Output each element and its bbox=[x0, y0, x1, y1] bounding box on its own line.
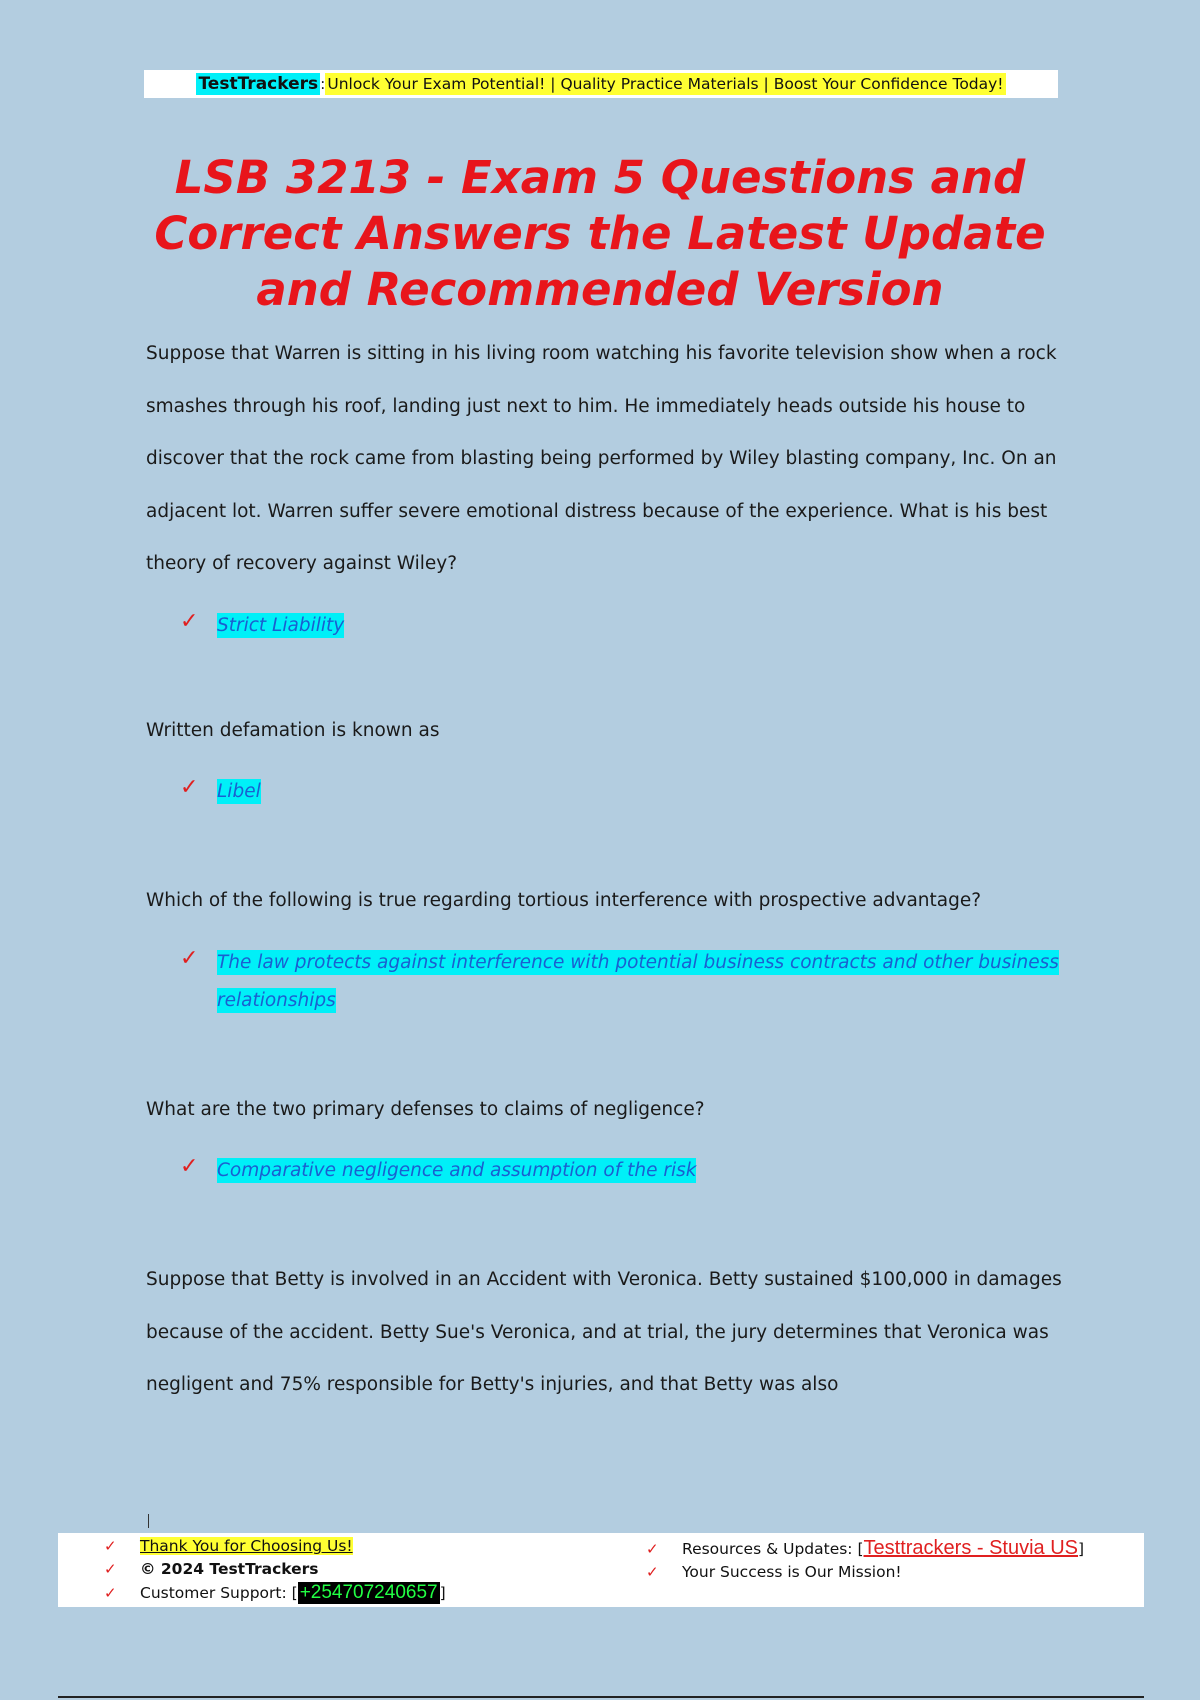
answer-text: Strict Liability bbox=[217, 614, 345, 636]
header-banner bbox=[144, 70, 1058, 98]
footer-copyright-line bbox=[104, 1560, 319, 1578]
answer-item bbox=[180, 773, 1066, 811]
checkmark-icon: ✓ bbox=[104, 1537, 117, 1555]
question-text: Suppose that Warren is sitting in his living room watching his favorite television show when a rock smashes through his roof, landing just next to him. He immediately heads outside his house to discover that the rock came from blasting being performed by Wiley blasting company, Inc. On an adjacent lot. Warren suffer severe emotional distress because of the experience. What is his best theory of recovery against Wiley? bbox=[146, 343, 1057, 574]
footer-copyright: © 2024 TestTrackers bbox=[140, 1560, 319, 1578]
checkmark-icon: ✓ bbox=[646, 1563, 659, 1581]
answer-item bbox=[180, 944, 1066, 1020]
answer-item bbox=[180, 607, 1066, 645]
answer-item bbox=[180, 1152, 1066, 1190]
question-text: Written defamation is known as bbox=[146, 719, 440, 741]
footer-thanks-line bbox=[104, 1537, 353, 1555]
footer-mission-line bbox=[646, 1563, 902, 1581]
support-label: Customer Support: [ bbox=[140, 1584, 298, 1602]
resources-label: Resources & Updates: [ bbox=[682, 1539, 864, 1558]
checkmark-icon: ✓ bbox=[180, 608, 199, 634]
support-close: ] bbox=[439, 1584, 446, 1602]
brand-separator: : bbox=[320, 75, 326, 93]
checkmark-icon: ✓ bbox=[180, 1154, 199, 1179]
resources-close: ] bbox=[1078, 1539, 1085, 1558]
footer-resources-line bbox=[646, 1537, 1084, 1560]
answer-text: Libel bbox=[217, 781, 261, 802]
question-text: Which of the following is true regarding tortious interference with prospective advantage? bbox=[146, 890, 982, 911]
checkmark-icon: ✓ bbox=[104, 1560, 117, 1578]
brand-name: TestTrackers bbox=[198, 74, 319, 94]
question-text: Suppose that Betty is involved in an Accident with Veronica. Betty sustained $100,000 in damages because of the accident. Betty Sue's Veronica, and at trial, the jury determines that Veronica was negligent and 75% responsible for Betty's injuries, and that Betty was also bbox=[146, 1269, 1062, 1395]
header-tagline: Unlock Your Exam Potential! | Quality Practice Materials | Boost Your Confidence Today! bbox=[327, 75, 1004, 93]
resources-link[interactable]: Testtrackers - Stuvia US bbox=[863, 1537, 1079, 1559]
text-cursor bbox=[148, 1514, 149, 1528]
support-phone[interactable]: +254707240657 bbox=[299, 1582, 438, 1603]
checkmark-icon: ✓ bbox=[646, 1539, 659, 1558]
footer-thanks: Thank You for Choosing Us! bbox=[140, 1537, 353, 1555]
answer-text: Comparative negligence and assumption of the risk bbox=[217, 1160, 697, 1181]
qa-content bbox=[146, 328, 1066, 1412]
answer-text: The law protects against interference with potential business contracts and other business relationships bbox=[217, 951, 1059, 1011]
footer-box bbox=[58, 1533, 1144, 1607]
checkmark-icon: ✓ bbox=[180, 775, 199, 800]
footer-mission: Your Success is Our Mission! bbox=[682, 1563, 902, 1581]
footer-support-line bbox=[104, 1582, 446, 1604]
checkmark-icon: ✓ bbox=[180, 945, 199, 971]
document-title: LSB 3213 - Exam 5 Questions and Correct Answers the Latest Update and Recommended Version bbox=[154, 151, 1046, 316]
checkmark-icon: ✓ bbox=[104, 1584, 117, 1602]
question-text: What are the two primary defenses to claims of negligence? bbox=[146, 1098, 705, 1120]
page-bottom-rule bbox=[58, 1696, 1144, 1698]
